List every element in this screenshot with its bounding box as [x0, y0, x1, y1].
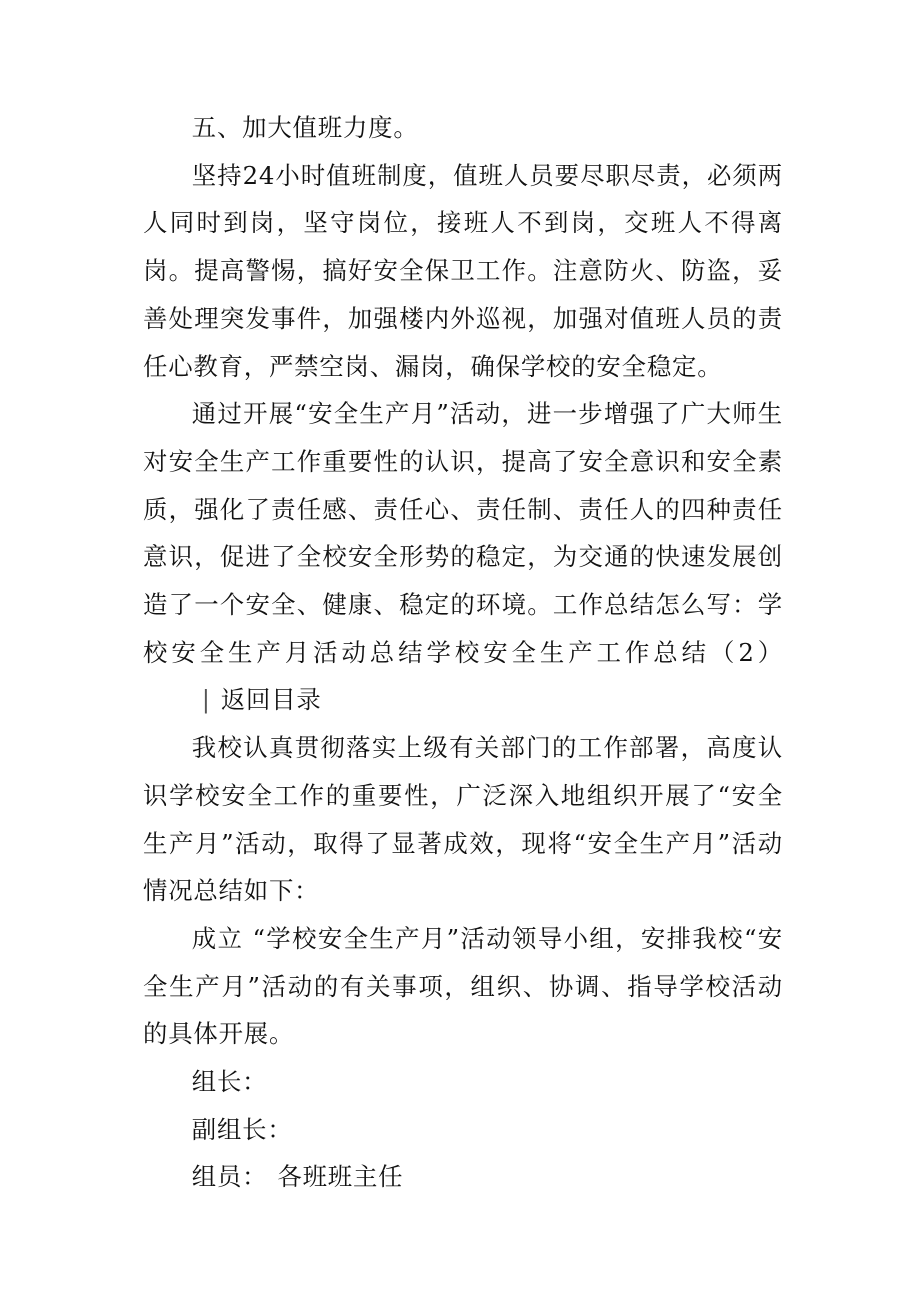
back-to-contents-link[interactable]: 返回目录 [220, 685, 322, 715]
separator: | [201, 685, 211, 715]
roster-leader: 组长： [191, 1067, 268, 1097]
roster-members-value: 各班班主任 [277, 1162, 404, 1192]
document-body [143, 104, 783, 1201]
paragraph-activity-summary-text: 通过开展“安全生产月”活动，进一步增强了广大师生对安全生产工作重要性的认识，提高了安全意识和安全素质，强化了责任感、责任心、责任制、责任人的四种责任意识，促进了全校安全形势的稳定，为交通的快速发展创造了一个安全、健康、稳定的环境。工作总结怎么写：学校安全生产月活动总结学校安全生产工作总结（2） [143, 399, 783, 667]
roster-members [143, 1153, 783, 1201]
roster-deputy: 副组长： [191, 1114, 293, 1144]
roster-members-label: 组员： [191, 1162, 268, 1192]
paragraph-activity-summary [143, 390, 783, 724]
section-heading: 五、加大值班力度。 [191, 113, 419, 142]
paragraph-implementation: 我校认真贯彻落实上级有关部门的工作部署，高度认识学校安全工作的重要性，广泛深入地组织开展了“安全生产月”活动，取得了显著成效，现将“安全生产月”活动情况总结如下： [143, 733, 783, 906]
paragraph-duty-system: 坚持24小时值班制度，值班人员要尽职尽责，必须两人同时到岗，坚守岗位，接班人不到岗，交班人不得离岗。提高警惕，搞好安全保卫工作。注意防火、防盗，妥善处理突发事件，加强楼内外巡视，加强对值班人员的责任心教育，严禁空岗、漏岗，确保学校的安全稳定。 [143, 160, 783, 381]
paragraph-leadership-group: 成立 “学校安全生产月”活动领导小组，安排我校“安全生产月”活动的有关事项，组织、协调、指导学校活动的具体开展。 [143, 923, 783, 1049]
